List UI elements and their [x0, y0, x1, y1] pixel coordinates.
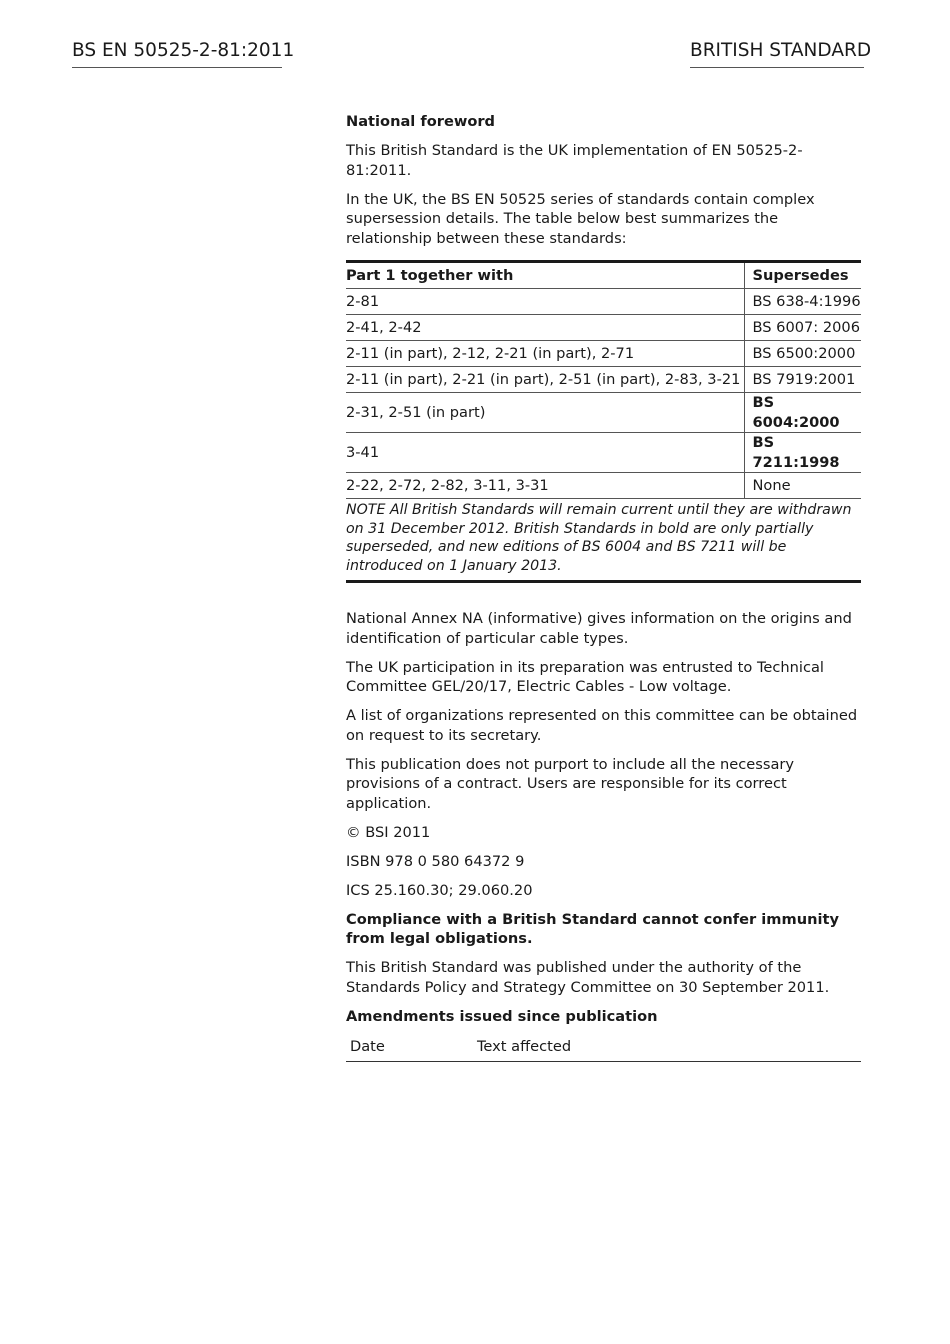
series-paragraph: In the UK, the BS EN 50525 series of standards contain complex supersession details. The table below best summarizes the relationship between these standards: — [346, 190, 815, 247]
parts-cell: 2-31, 2-51 (in part) — [346, 393, 744, 433]
isbn-line: ISBN 978 0 580 64372 9 — [346, 852, 525, 870]
participation-paragraph: The UK participation in its preparation was entrusted to Technical Committee GEL/20/17, Electric Cables - Low voltage. — [346, 658, 824, 695]
foreword-content — [346, 112, 861, 1062]
foreword-heading: National foreword — [346, 113, 496, 130]
table-row — [346, 315, 861, 341]
amendments-heading: Amendments issued since publication — [346, 1007, 658, 1025]
supersedes-cell: BS 6004:2000 — [744, 393, 861, 433]
standard-label: BRITISH STANDARD — [690, 39, 864, 68]
parts-cell: 2-41, 2-42 — [346, 315, 744, 341]
table-row — [346, 367, 861, 393]
col-supersedes-header: Supersedes — [744, 262, 861, 289]
supersedes-cell: BS 6007: 2006 — [744, 315, 861, 341]
supersedes-cell: None — [744, 473, 861, 499]
amendments-text-header: Text affected — [477, 1037, 572, 1055]
supersession-table — [346, 260, 861, 499]
annex-paragraph: National Annex NA (informative) gives information on the origins and identification of particular cable types. — [346, 610, 852, 647]
table-row — [346, 341, 861, 367]
organizations-paragraph: A list of organizations represented on this committee can be obtained on request to its secretary. — [346, 707, 858, 744]
table-row — [346, 289, 861, 315]
supersedes-cell: BS 7919:2001 — [744, 367, 861, 393]
col-parts-header: Part 1 together with — [346, 262, 744, 289]
parts-cell: 3-41 — [346, 433, 744, 473]
compliance-statement: Compliance with a British Standard cannot confer immunity from legal obligations. — [346, 910, 839, 947]
parts-cell: 2-11 (in part), 2-12, 2-21 (in part), 2-71 — [346, 341, 744, 367]
table-row — [346, 393, 861, 433]
table-row — [346, 433, 861, 473]
foreword-intro: This British Standard is the UK implementation of EN 50525-2-81:2011. — [346, 142, 803, 179]
table-row — [346, 473, 861, 499]
document-code: BS EN 50525-2-81:2011 — [72, 39, 282, 68]
supersedes-cell: BS 7211:1998 — [744, 433, 861, 473]
amendments-table-header — [346, 1034, 861, 1063]
supersedes-cell: BS 6500:2000 — [744, 341, 861, 367]
parts-cell: 2-11 (in part), 2-21 (in part), 2-51 (in part), 2-83, 3-21 — [346, 367, 744, 393]
parts-cell: 2-81 — [346, 289, 744, 315]
amendments-date-header: Date — [350, 1037, 385, 1055]
table-header-row — [346, 262, 861, 289]
published-paragraph: This British Standard was published under the authority of the Standards Policy and Strategy Committee on 30 September 2011. — [346, 959, 830, 996]
ics-line: ICS 25.160.30; 29.060.20 — [346, 881, 533, 899]
parts-cell: 2-22, 2-72, 2-82, 3-11, 3-31 — [346, 473, 744, 499]
contract-paragraph: This publication does not purport to include all the necessary provisions of a contract. Users are responsible for its correct application. — [346, 755, 795, 812]
table-note: NOTE All British Standards will remain current until they are withdrawn on 31 December 2012. British Standards in bold are only partially superseded, and new editions of BS 6004 and BS 7211 will be introduced on 1 January 2013. — [346, 499, 861, 583]
supersedes-cell: BS 638-4:1996 — [744, 289, 861, 315]
copyright-line: © BSI 2011 — [346, 823, 431, 841]
